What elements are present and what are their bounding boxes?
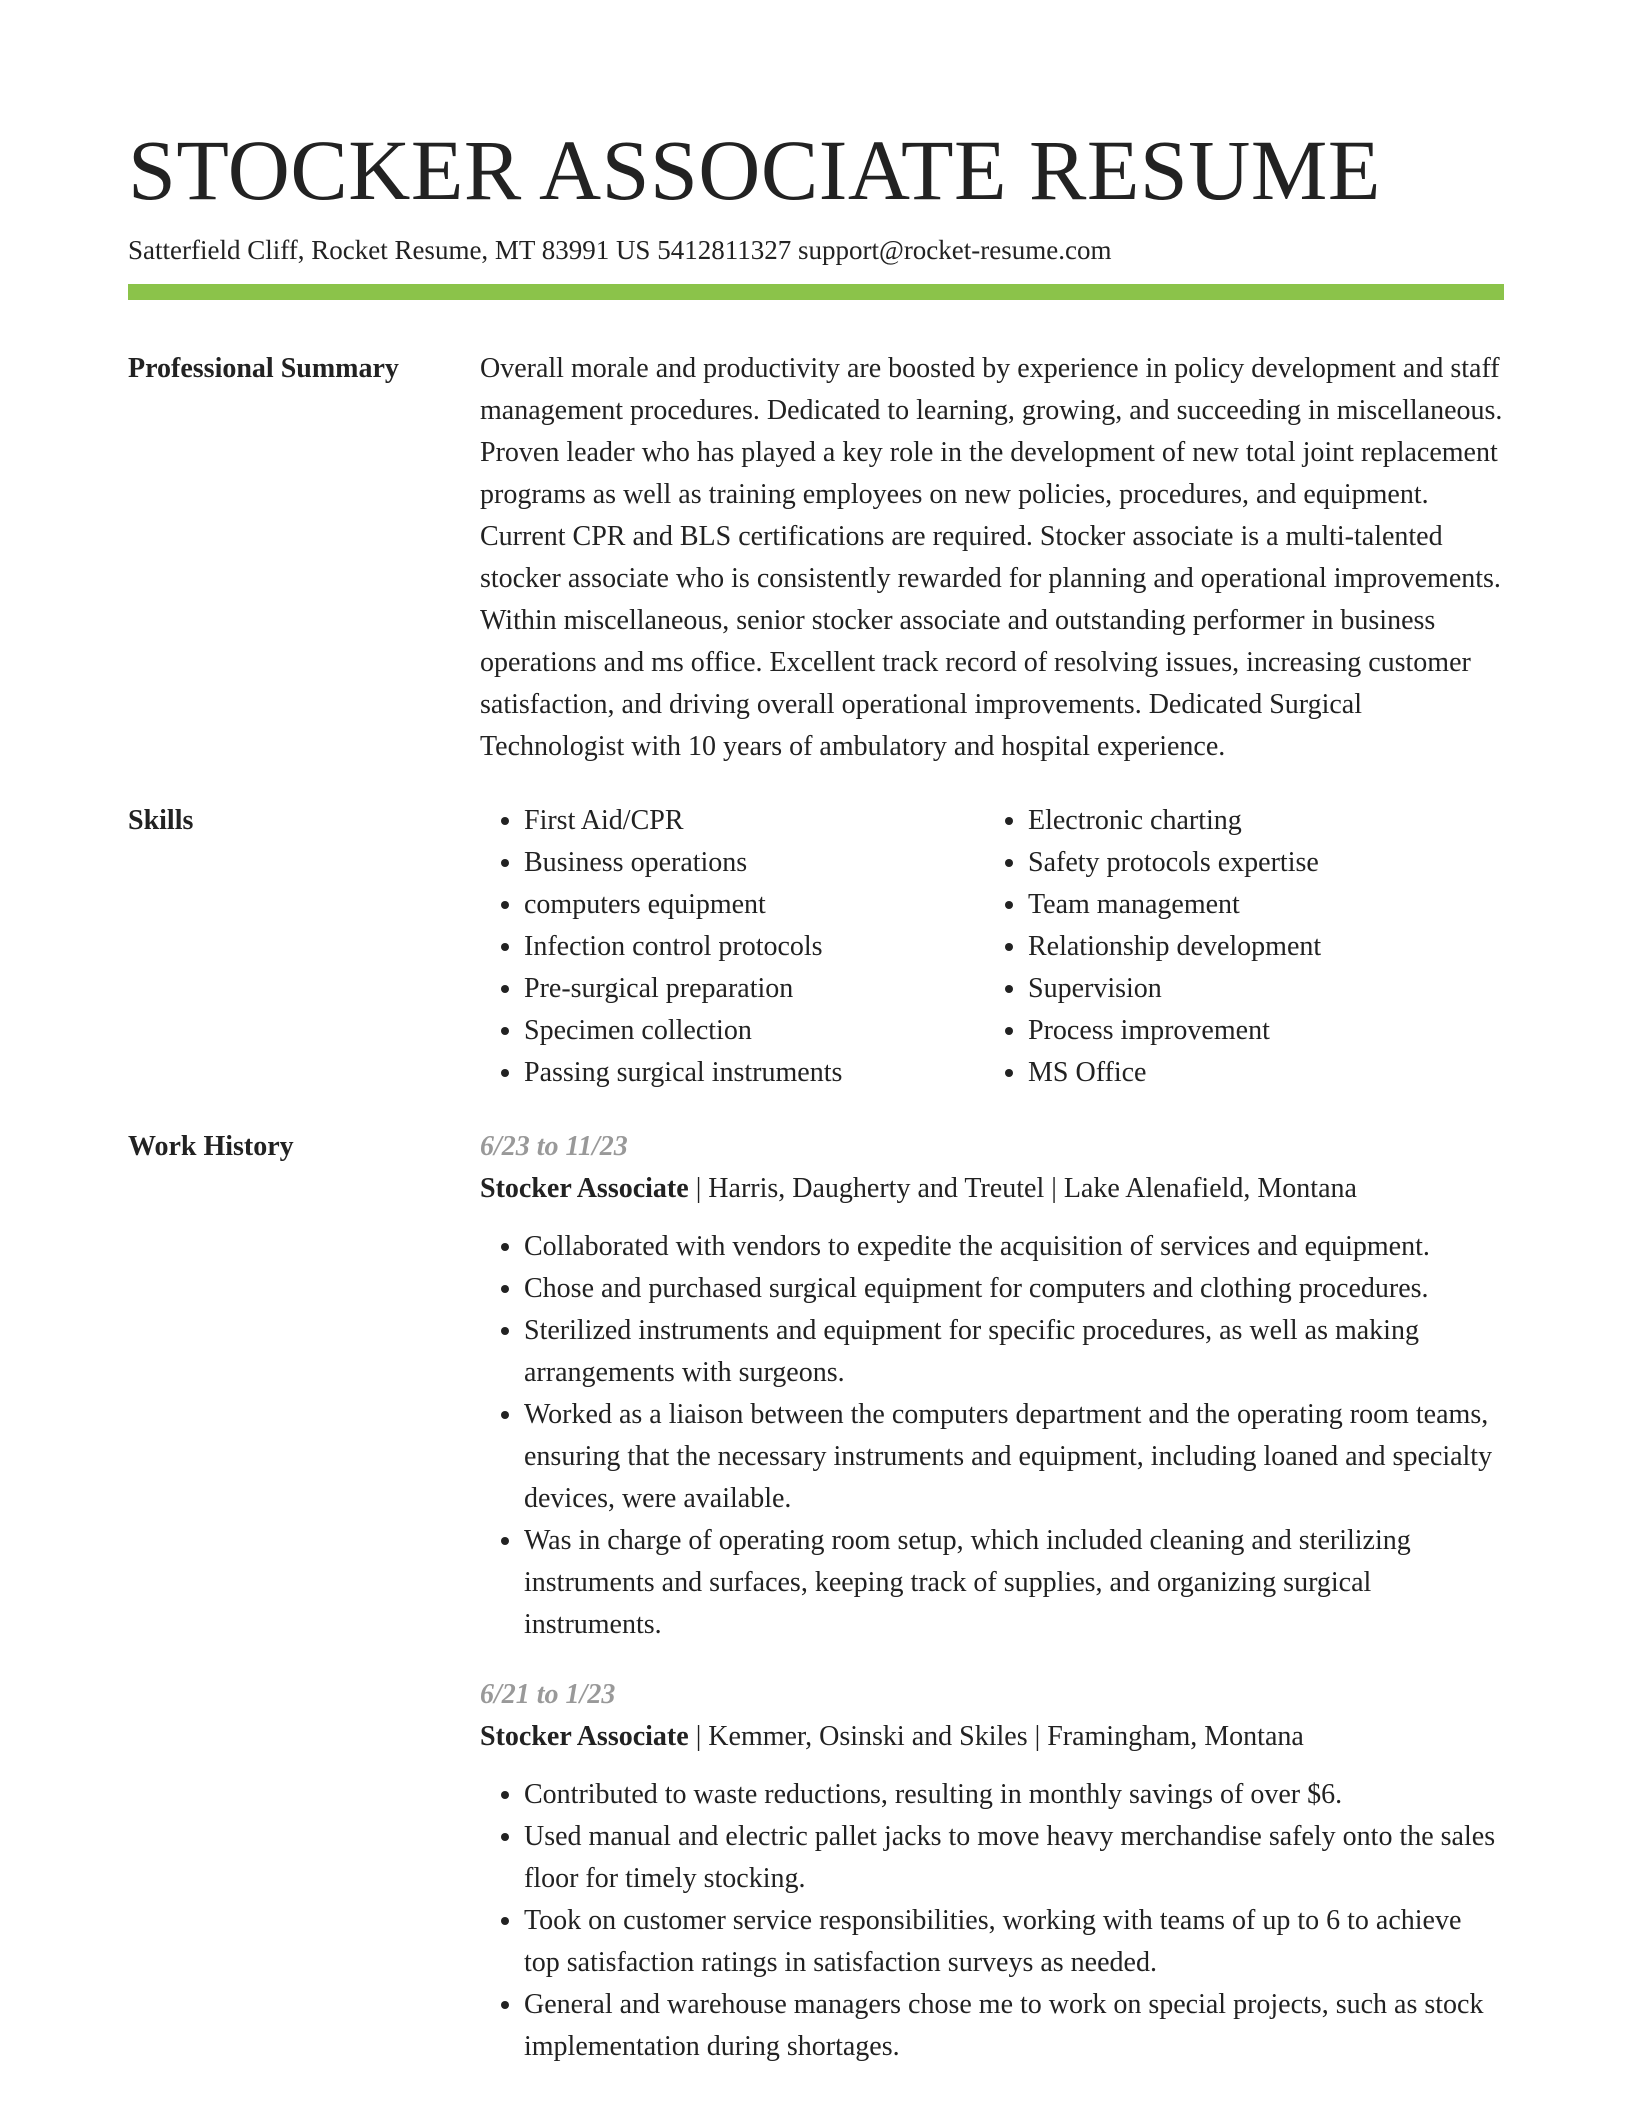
job-bullet: • Contributed to waste reductions, resulting in monthly savings of over $6. xyxy=(524,1774,1504,1816)
job-bullet: • Chose and purchased surgical equipment for computers and clothing procedures. xyxy=(524,1268,1504,1310)
resume-title: STOCKER ASSOCIATE RESUME xyxy=(128,122,1381,218)
skill-item: • Relationship development xyxy=(1028,926,1488,968)
job-title: Stocker Associate xyxy=(480,1721,689,1752)
job-heading xyxy=(480,1716,1504,1758)
job-title: Stocker Associate xyxy=(480,1173,689,1204)
skills-list-left xyxy=(480,800,984,1094)
job-bullets xyxy=(480,1226,1504,1646)
skill-item: • Supervision xyxy=(1028,968,1488,1010)
section-title-summary: Professional Summary xyxy=(128,353,399,384)
resume-page xyxy=(128,120,1504,2068)
skill-item: • Process improvement xyxy=(1028,1010,1488,1052)
skill-item: • Pre-surgical preparation xyxy=(524,968,984,1010)
summary-text: Overall morale and productivity are boosted by experience in policy development and staff management procedures. Dedicated to learning, growing, and succeeding in miscellaneous. Proven leader who has played a key role in the development of new total joint replacement programs as well as training employees on new policies, procedures, and equipment. Current CPR and BLS certifications are required. Stocker associate is a multi-talented stocker associate who is consistently rewarded for planning and operational improvements. Within miscellaneous, senior stocker associate and outstanding performer in business operations and ms office. Excellent track record of resolving issues, increasing customer satisfaction, and driving overall operational improvements. Dedicated Surgical Technologist with 10 years of ambulatory and hospital experience. xyxy=(480,353,1503,762)
skill-item: • Infection control protocols xyxy=(524,926,984,968)
job-dates: 6/23 to 11/23 xyxy=(480,1131,628,1162)
work-history-body xyxy=(480,1126,1504,2068)
job-entry xyxy=(480,1674,1504,2068)
skill-item: • Electronic charting xyxy=(1028,800,1488,842)
job-bullet: • Worked as a liaison between the computers department and the operating room teams, ensuring that the necessary instruments and equipment, including loaned and specialty devices, were available. xyxy=(524,1394,1504,1520)
skill-item: • computers equipment xyxy=(524,884,984,926)
job-bullet: • Took on customer service responsibilities, working with teams of up to 6 to achieve top satisfaction ratings in satisfaction surveys as needed. xyxy=(524,1900,1504,1984)
job-employer-location: | Harris, Daugherty and Treutel | Lake Alenafield, Montana xyxy=(688,1173,1357,1204)
job-bullet: • Collaborated with vendors to expedite the acquisition of services and equipment. xyxy=(524,1226,1504,1268)
contact-line: Satterfield Cliff, Rocket Resume, MT 83991 US 5412811327 support@rocket-resume.com xyxy=(128,235,1112,265)
skills-section xyxy=(128,800,1504,1094)
job-heading xyxy=(480,1168,1504,1210)
job-entry xyxy=(480,1126,1504,1646)
skill-item: • MS Office xyxy=(1028,1052,1488,1094)
work-history-section xyxy=(128,1126,1504,2068)
skills-list-right xyxy=(984,800,1488,1094)
job-bullet: • Used manual and electric pallet jacks to move heavy merchandise safely onto the sales floor for timely stocking. xyxy=(524,1816,1504,1900)
summary-section xyxy=(128,348,1504,768)
job-bullet: • General and warehouse managers chose me to work on special projects, such as stock implementation during shortages. xyxy=(524,1984,1504,2068)
skill-item: • Passing surgical instruments xyxy=(524,1052,984,1094)
job-dates: 6/21 to 1/23 xyxy=(480,1679,616,1710)
job-bullet: • Was in charge of operating room setup, which included cleaning and sterilizing instruments and surfaces, keeping track of supplies, and organizing surgical instruments. xyxy=(524,1520,1504,1646)
header-divider xyxy=(128,284,1504,300)
job-bullet: • Sterilized instruments and equipment for specific procedures, as well as making arrangements with surgeons. xyxy=(524,1310,1504,1394)
skill-item: • Specimen collection xyxy=(524,1010,984,1052)
section-title-work-history: Work History xyxy=(128,1131,294,1162)
job-bullets xyxy=(480,1774,1504,2068)
skills-columns xyxy=(480,800,1504,1094)
skill-item: • First Aid/CPR xyxy=(524,800,984,842)
skill-item: • Business operations xyxy=(524,842,984,884)
skill-item: • Safety protocols expertise xyxy=(1028,842,1488,884)
skill-item: • Team management xyxy=(1028,884,1488,926)
job-employer-location: | Kemmer, Osinski and Skiles | Framingham, Montana xyxy=(688,1721,1304,1752)
section-title-skills: Skills xyxy=(128,805,194,836)
